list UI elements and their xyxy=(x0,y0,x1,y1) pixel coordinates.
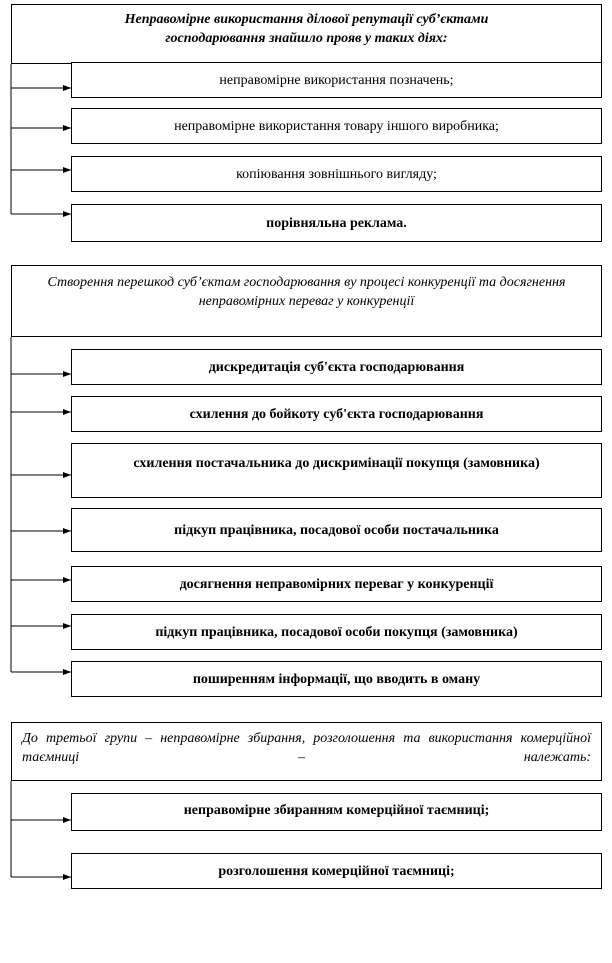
group-1-item-1: неправомірне використання позначень; xyxy=(71,62,602,98)
group-2-item-4: підкуп працівника, посадової особи постачальника xyxy=(71,508,602,552)
group-1-header: Неправомірне використання ділової репутації суб’єктами господарювання знайшло прояв у таких діях: xyxy=(11,4,602,64)
group-3-item-1: неправомірне збиранням комерційної таємниці; xyxy=(71,793,602,831)
group-1-item-3: копіювання зовнішнього вигляду; xyxy=(71,156,602,192)
group-2-item-5: досягнення неправомірних переваг у конкуренції xyxy=(71,566,602,602)
group-3-header: До третьої групи – неправомірне збирання, розголошення та використання комерційної таємниці – належать: xyxy=(11,722,602,781)
group-2-item-7: поширенням інформації, що вводить в оману xyxy=(71,661,602,697)
group-1-item-2: неправомірне використання товару іншого виробника; xyxy=(71,108,602,144)
group-2-item-1: дискредитація суб'єкта господарювання xyxy=(71,349,602,385)
group-2-item-3: схилення постачальника до дискримінації покупця (замовника) xyxy=(71,443,602,498)
group-3-item-2: розголошення комерційної таємниці; xyxy=(71,853,602,889)
group-2-item-6: підкуп працівника, посадової особи покупця (замовника) xyxy=(71,614,602,650)
group-2-header: Створення перешкод суб’єктам господарювання ву процесі конкуренції та досягнення неправомірних переваг у конкуренції xyxy=(11,265,602,337)
group-1-item-4: порівняльна реклама. xyxy=(71,204,602,242)
group-2-item-2: схилення до бойкоту суб'єкта господарювання xyxy=(71,396,602,432)
